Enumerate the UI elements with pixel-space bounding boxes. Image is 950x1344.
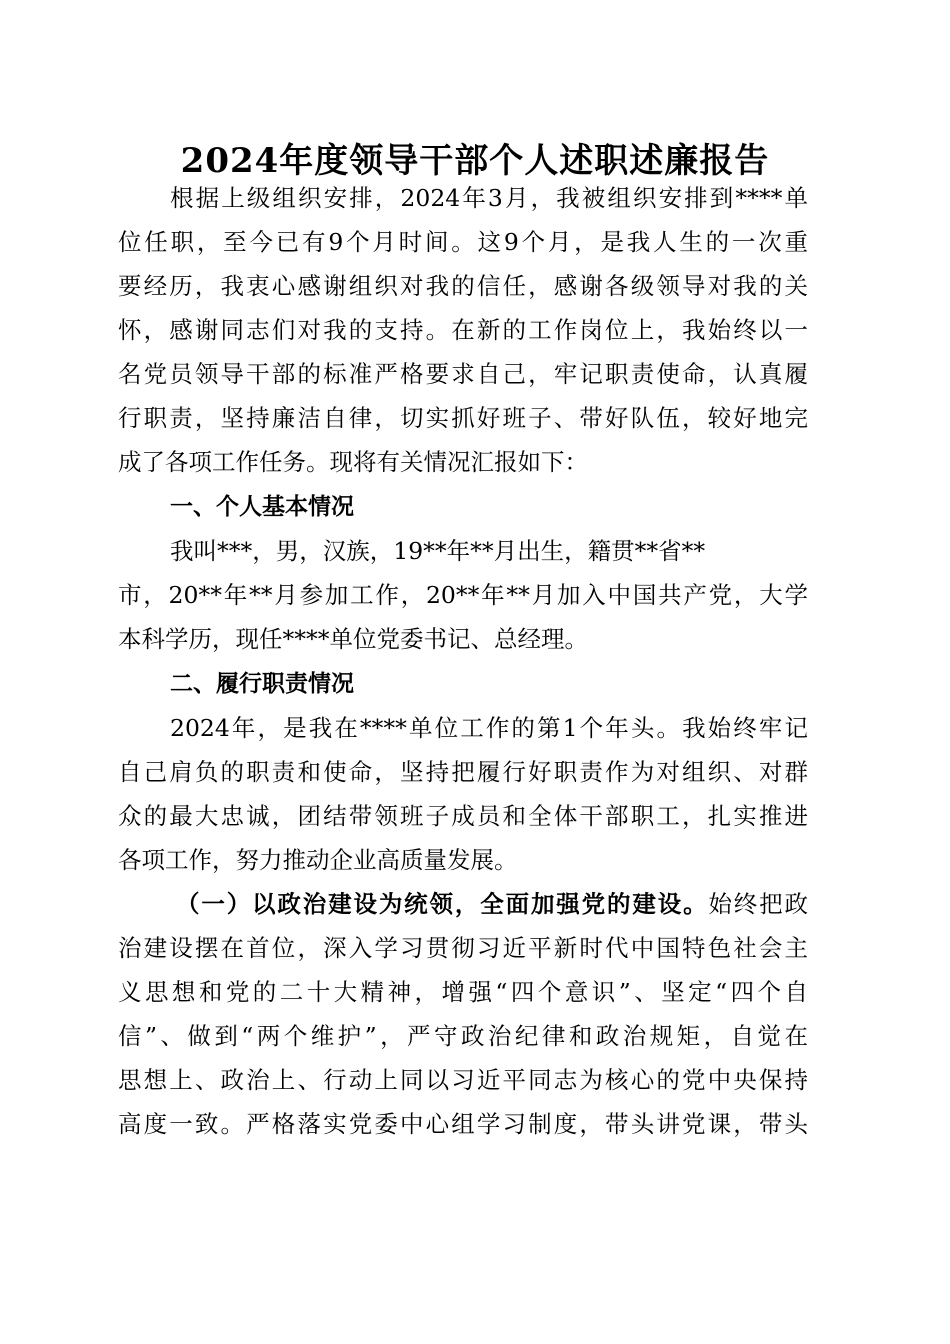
duties-line: 2024年，是我在****单位工作的第1个年头。我始终牢记 [170, 714, 808, 742]
sub-section-heading: （一）以政治建设为统领，全面加强党的建设。 [176, 890, 709, 918]
section-heading-duties: 二、履行职责情况 [170, 671, 354, 697]
sub-section-text: 始终把政 [708, 890, 809, 918]
sub-section-first-line [176, 889, 808, 919]
sub-section-line: 高度一致。严格落实党委中心组学习制度，带头讲党课，带头 [118, 1110, 808, 1138]
intro-line: 成了各项工作任务。现将有关情况汇报如下： [118, 448, 588, 476]
duties-line: 自己肩负的职责和使命，坚持把履行好职责作为对组织、对群 [118, 758, 808, 786]
intro-line: 怀，感谢同志们对我的支持。在新的工作岗位上，我始终以一 [118, 316, 808, 344]
sub-section-line: 信”、做到“两个维护”，严守政治纪律和政治规矩，自觉在 [118, 1022, 808, 1050]
sub-section-line: 思想上、政治上、行动上同以习近平同志为核心的党中央保持 [118, 1066, 808, 1094]
sub-section-line: 治建设摆在首位，深入学习贯彻习近平新时代中国特色社会主 [118, 934, 808, 962]
section-heading-basic-info: 一、个人基本情况 [170, 494, 354, 520]
intro-line: 位任职，至今已有9个月时间。这9个月，是我人生的一次重 [118, 228, 808, 256]
intro-line: 行职责，坚持廉洁自律，切实抓好班子、带好队伍，较好地完 [118, 404, 808, 432]
intro-line: 根据上级组织安排，2024年3月，我被组织安排到****单 [170, 184, 808, 212]
basic-info-line: 我叫***，男，汉族，19**年**月出生，籍贯**省** [170, 537, 706, 565]
intro-line: 要经历，我衷心感谢组织对我的信任，感谢各级领导对我的关 [118, 272, 808, 300]
sub-section-line: 义思想和党的二十大精神，增强“四个意识”、坚定“四个自 [118, 978, 808, 1006]
duties-line: 众的最大忠诚，团结带领班子成员和全体干部职工，扎实推进 [118, 802, 808, 830]
intro-line: 名党员领导干部的标准严格要求自己，牢记职责使命，认真履 [118, 360, 808, 388]
basic-info-line: 本科学历，现任****单位党委书记、总经理。 [118, 625, 588, 653]
basic-info-line: 市，20**年**月参加工作，20**年**月加入中国共产党，大学 [118, 581, 808, 609]
duties-line: 各项工作，努力推动企业高质量发展。 [118, 846, 518, 874]
document-title: 2024年度领导干部个人述职述廉报告 [180, 141, 770, 181]
